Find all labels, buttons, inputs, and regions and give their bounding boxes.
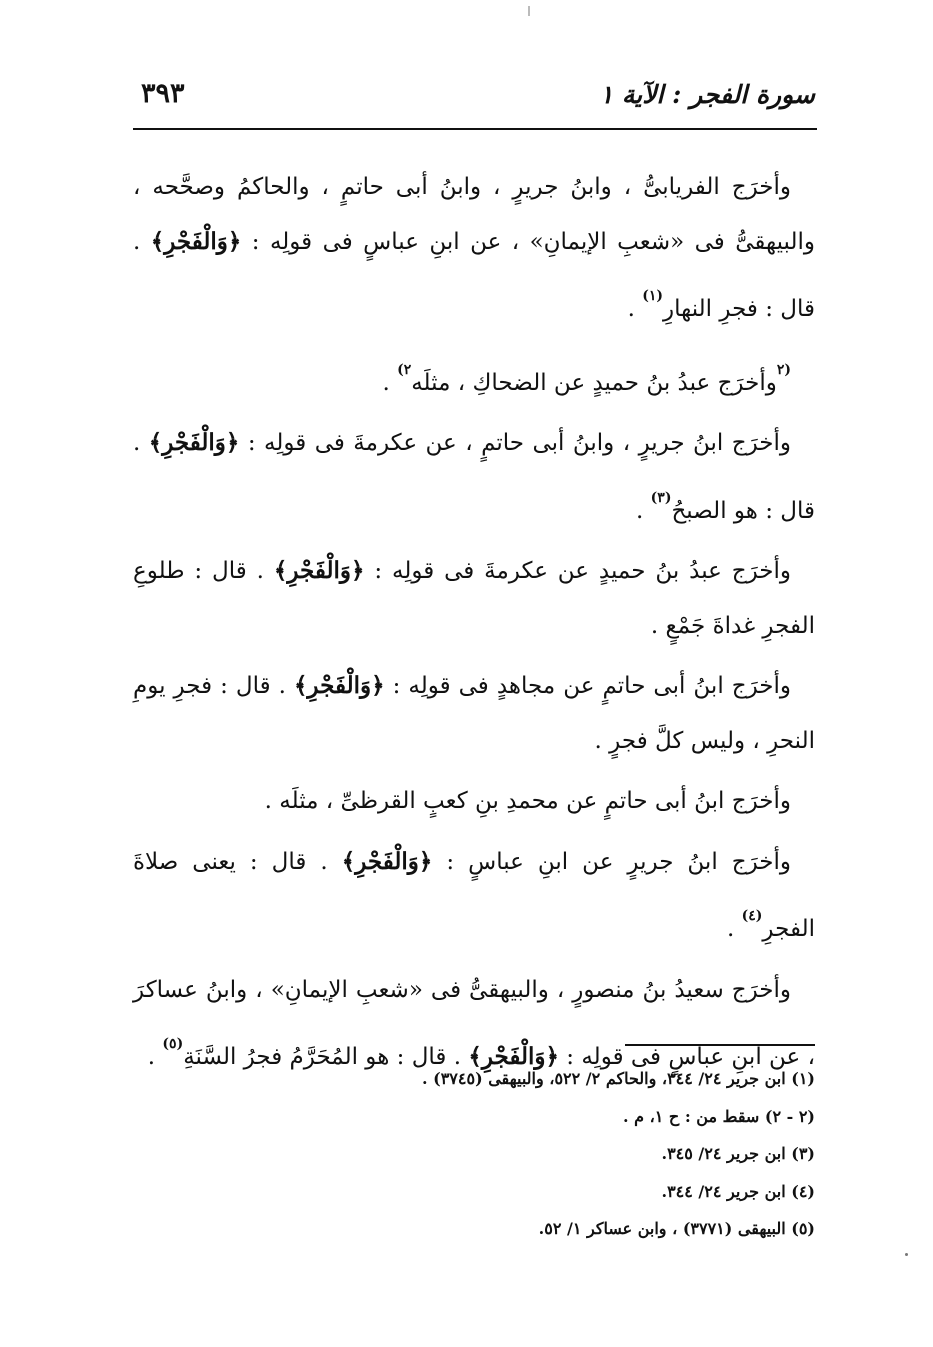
text-run: . [382,369,398,396]
text-run: وأخرَج سعيدُ بنُ منصورٍ ، والبيهقىُّ فى «شعبِ الإيمانِ» ، وابنُ عساكرَ ، عن ابنِ عباسٍ فى قولِه : [133,976,815,1070]
text-run: . قال : هو المُحَرَّمُ فجرُ السَّنَةِ [183,1044,469,1070]
text-run: . قال : هو الصبحُ [133,430,815,524]
paragraph [133,343,815,411]
text-run: وأخرَج ابنُ جريرٍ عن ابنِ عباسٍ : [432,848,791,875]
paragraph [133,416,815,538]
footnote-ref: (٣) [650,489,672,506]
scan-dot [905,1253,908,1256]
text-run: وأخرَج الفريابىُّ ، وابنُ جريرٍ ، وابنُ أبى حاتمٍ ، والحاكمُ وصحَّحه ، والبيهقىُّ فى «شعبِ الإيمانِ» ، عن ابنِ عباسٍ فى قولِه : [133,174,815,255]
footnote-4: (٤) ابن جرير ٢٤/ ٣٤٤. [661,1181,815,1201]
footnotes [300,1060,815,1248]
text-run: . قال : يعنى صلاةَ الفجرِ [133,848,815,942]
header-rule [133,128,817,130]
text-run: وأخرَج ابنُ أبى حاتمٍ عن محمدِ بنِ كعبٍ القرظىِّ ، مثلَه . [264,788,791,814]
footnote-1: (١) ابن جرير ٢٤/ ٣٤٤، والحاكم ٢/ ٥٢٢، والبيهقى (٣٧٤٥) . [421,1069,815,1088]
footnote-ref: (٢ [776,361,791,378]
text-run: . قال : فجرِ النهارِ [133,228,815,322]
text-run: . [727,916,742,942]
text-run: . [627,296,643,322]
quran-verse: ﴿وَالْفَجْرِ﴾ [148,429,240,456]
paragraph [133,160,815,337]
paragraph [133,774,815,829]
scan-mark [528,6,530,16]
running-header [133,72,815,130]
text-run: . [636,497,651,524]
quran-verse: ﴿وَالْفَجْرِ﴾ [273,557,365,584]
text-run: وأخرَج عبدُ بنُ حميدٍ عن الضحاكِ ، مثلَه [411,369,777,396]
text-run: . قال : فجرِ يومِ النحرِ ، وليس كلَّ فجرٍ . [133,673,815,754]
paragraph [133,544,815,653]
footnote-separator [625,1044,815,1046]
footnote-5: (٥) البيهقى (٣٧٧١) ، وابن عساكر ١/ ٥٢. [538,1219,815,1238]
quran-verse: ﴿وَالْفَجْرِ﴾ [468,1043,559,1070]
text-run: . [147,1044,163,1070]
paragraph [133,835,815,957]
text-run: وأخرَج ابنُ جريرٍ ، وابنُ أبى حاتمٍ ، عن عكرمةَ فى قولِه : [239,430,792,456]
main-text [133,160,815,1091]
footnote-ref: (١) [642,288,664,304]
surah-title: سورة الفجر : الآية ١ [599,80,815,109]
paragraph [133,659,815,768]
footnote-ref: ٢) [397,361,412,378]
footnote-2: (٢ - ٢) سقط من : ح ١، م . [622,1106,815,1126]
text-run: وأخرَج عبدُ بنُ حميدٍ عن عكرمةَ فى قولِه : [364,558,791,584]
footnote-ref: (٤) [741,908,763,924]
text-run: وأخرَج ابنُ أبى حاتمٍ عن مجاهدٍ فى قولِه : [384,673,791,699]
quran-verse: ﴿وَالْفَجْرِ﴾ [341,847,433,875]
quran-verse: ﴿وَالْفَجْرِ﴾ [150,227,242,255]
text-run: . قال : طلوعِ الفجرِ غداةَ جَمْعٍ . [133,558,815,639]
footnote-3: (٣) ابن جرير ٢٤/ ٣٤٥. [661,1144,815,1163]
footnote-ref: (٥) [162,1036,184,1052]
page-number: ٣٩٣ [141,78,185,109]
quran-verse: ﴿وَالْفَجْرِ﴾ [293,672,385,699]
